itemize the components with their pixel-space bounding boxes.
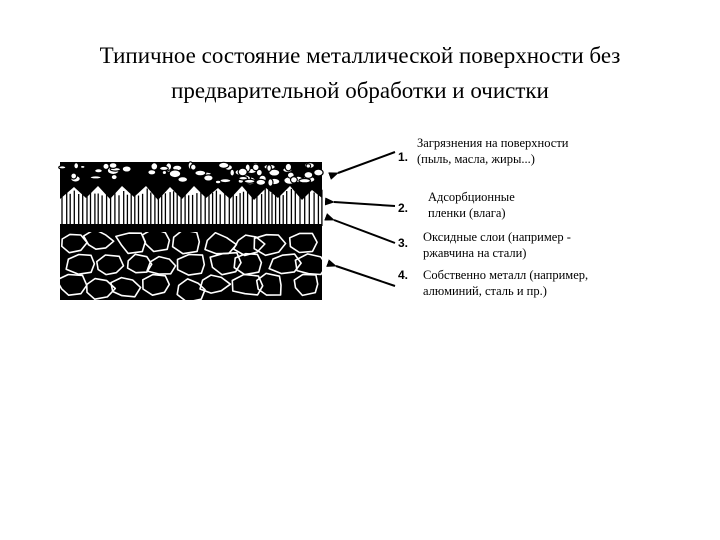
- layer-1-label-line-1: Загрязнения на поверхности: [417, 136, 569, 150]
- contaminant-particle: [109, 163, 117, 169]
- layer-4-number: 4.: [398, 268, 409, 282]
- arrow-4: [336, 266, 395, 286]
- contaminant-particle: [304, 172, 313, 179]
- contaminant-particle: [160, 166, 169, 170]
- layer-1-label-line-2: (пыль, масла, жиры...): [417, 152, 535, 166]
- layer-4-label-line-2: алюминий, сталь и пр.): [423, 284, 547, 298]
- layer-1-label: [417, 135, 569, 167]
- contaminant-particle: [71, 173, 77, 179]
- layer-3-number: 3.: [398, 236, 409, 250]
- contaminant-particle: [111, 175, 117, 180]
- contaminant-particle: [291, 177, 298, 183]
- contaminant-particle: [204, 175, 213, 181]
- arrow-3: [334, 220, 395, 243]
- contaminant-particle: [256, 179, 266, 185]
- contaminant-particle: [95, 169, 103, 173]
- contaminant-particle: [122, 166, 131, 172]
- contaminant-particle: [299, 179, 311, 183]
- layer-2-label-line-2: пленки (влага): [428, 206, 506, 220]
- contaminant-particle: [169, 170, 181, 178]
- contaminant-particle: [151, 163, 158, 170]
- contaminant-particle: [268, 179, 273, 187]
- contaminant-particle: [195, 170, 206, 176]
- arrow-1: [338, 152, 395, 173]
- contaminant-particle: [74, 163, 79, 169]
- layer-3-label-line-1: Оксидные слои (например -: [423, 230, 571, 244]
- contaminant-particle: [178, 177, 188, 183]
- contaminant-particle: [59, 166, 66, 169]
- layer-arrows: [334, 152, 395, 286]
- contaminant-particle: [238, 168, 247, 176]
- title-line-2: предварительной обработки и очистки: [171, 78, 549, 103]
- adsorption-film-layer: [60, 188, 322, 226]
- contaminant-particle: [230, 169, 235, 176]
- contaminant-particle: [219, 162, 229, 168]
- contaminant-particle: [90, 176, 101, 179]
- contaminant-particle: [103, 163, 109, 169]
- contaminant-particle: [215, 180, 221, 184]
- title-line-1: Типичное состояние металлической поверхности без: [99, 43, 621, 68]
- layer-3-label: [423, 229, 571, 261]
- arrow-2: [334, 202, 395, 206]
- layer-2-label-line-1: Адсорбционные: [428, 190, 515, 204]
- metal-grain-layer: [57, 228, 327, 302]
- layer-3-label-line-2: ржавчина на стали): [423, 246, 527, 260]
- contaminant-particle: [306, 164, 311, 168]
- contaminant-particle: [253, 164, 260, 171]
- layer-2-label: [428, 189, 515, 221]
- layer-2-number: 2.: [398, 201, 409, 215]
- layer-1-number: 1.: [398, 150, 409, 164]
- layer-4-label-line-1: Собственно металл (например,: [423, 268, 589, 282]
- contaminant-particle: [80, 165, 85, 168]
- contaminant-particle: [314, 169, 323, 176]
- contaminant-particle: [285, 163, 291, 171]
- contaminant-particle: [191, 164, 197, 170]
- layer-4-label: [423, 267, 588, 299]
- contaminant-particle: [244, 179, 255, 183]
- contaminant-particle: [267, 165, 272, 172]
